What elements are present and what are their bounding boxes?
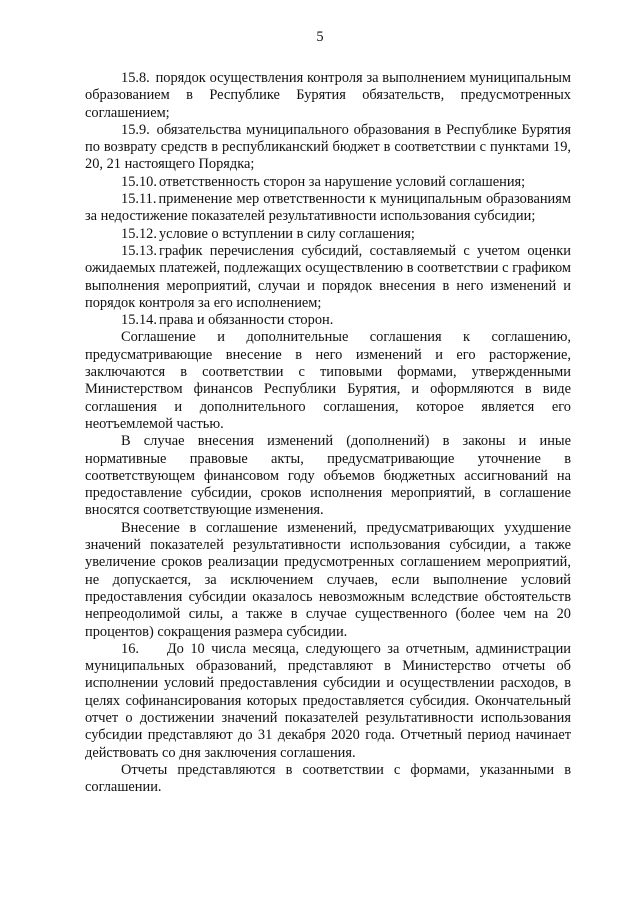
paragraph-text: Отчеты представляются в соответствии с формами, указанными в соглашении.: [85, 761, 571, 796]
clause-number: 15.9.: [121, 121, 150, 138]
clause-number: 16.: [121, 640, 139, 657]
clause-number: 15.14.: [121, 312, 157, 329]
paragraph-agreement-forms: [85, 329, 571, 433]
paragraph-16: [85, 641, 571, 762]
paragraph-text: Соглашение и дополнительные соглашения к соглашению, предусматривающие внесение в него изменений и его расторжение, заключаются в соответствии с типовыми формами, утвержденными Министерством финансов Республики Бурятия, и оформляются в виде соглашения и дополнительного соглашения, которое является его неотъемлемой частью.: [85, 329, 571, 432]
document-body: [85, 70, 571, 796]
clause-text: обязательства муниципального образования в Республике Бурятия по возврату средств в республиканский бюджет в соответствии с пунктами 19, 20, 21 настоящего Порядка;: [85, 121, 571, 173]
clause-text: условие о вступлении в силу соглашения;: [158, 225, 415, 242]
paragraph-restrictions: [85, 520, 571, 641]
paragraph-15-11: [85, 191, 571, 226]
clause-number: 15.10.: [121, 173, 157, 190]
paragraph-15-14: [85, 312, 571, 329]
clause-number: 15.13.: [121, 242, 157, 259]
page-number: 5: [316, 29, 324, 45]
paragraph-15-8: [85, 70, 571, 122]
paragraph-15-9: [85, 122, 571, 174]
paragraph-15-10: [85, 174, 571, 191]
clause-text: права и обязанности сторон.: [158, 312, 334, 329]
paragraph-amendments: [85, 433, 571, 519]
clause-text: До 10 числа месяца, следующего за отчетным, администрации муниципальных образований, представляют в Министерство отчеты об исполнении условий предоставления субсидии и осуществлении расходов, в целях софинансирования которых предоставляется субсидия. Окончательный отчет о достижении значений показателей результативности использования субсидии представляют до 31 декабря 2020 года. Отчетный период начинает действовать со дня заключения соглашения.: [85, 640, 572, 761]
clause-text: применение мер ответственности к муниципальным образованиям за недостижение показателей результативности использования субсидии;: [85, 191, 571, 225]
clause-number: 15.11.: [121, 191, 157, 208]
paragraph-15-12: [85, 226, 571, 243]
clause-text: график перечисления субсидий, составляемый с учетом оценки ожидаемых платежей, подлежащих осуществлению в соответствии с графиком выполнения мероприятий, случаи и порядок внесения в него изменений и порядок контроля за его исполнением;: [85, 242, 571, 311]
clause-number: 15.12.: [121, 225, 157, 242]
clause-number: 15.8.: [121, 70, 150, 86]
paragraph-text: В случае внесения изменений (дополнений) в законы и иные нормативные правовые акты, предусматривающие уточнение в соответствующем финансовом году объемов бюджетных ассигнований на предоставление субсидии, сроков исполнения мероприятий, в соглашение вносятся соответствующие изменения.: [85, 433, 571, 519]
paragraph-text: Внесение в соглашение изменений, предусматривающих ухудшение значений показателей результативности использования субсидии, а также увеличение сроков реализации предусмотренных соглашением мероприятий, не допускается, за исключением случаев, если выполнение условий предоставления субсидии оказалось невозможным вследствие обстоятельств непреодолимой силы, а также в случае существенного (более чем на 20 процентов) сокращения размера субсидии.: [85, 519, 571, 640]
clause-text: порядок осуществления контроля за выполнением муниципальным образованием в Республике Бурятия обязательств, предусмотренных соглашением;: [85, 70, 571, 121]
paragraph-15-13: [85, 243, 571, 312]
clause-text: ответственность сторон за нарушение условий соглашения;: [158, 173, 526, 190]
paragraph-report-forms: [85, 762, 571, 797]
